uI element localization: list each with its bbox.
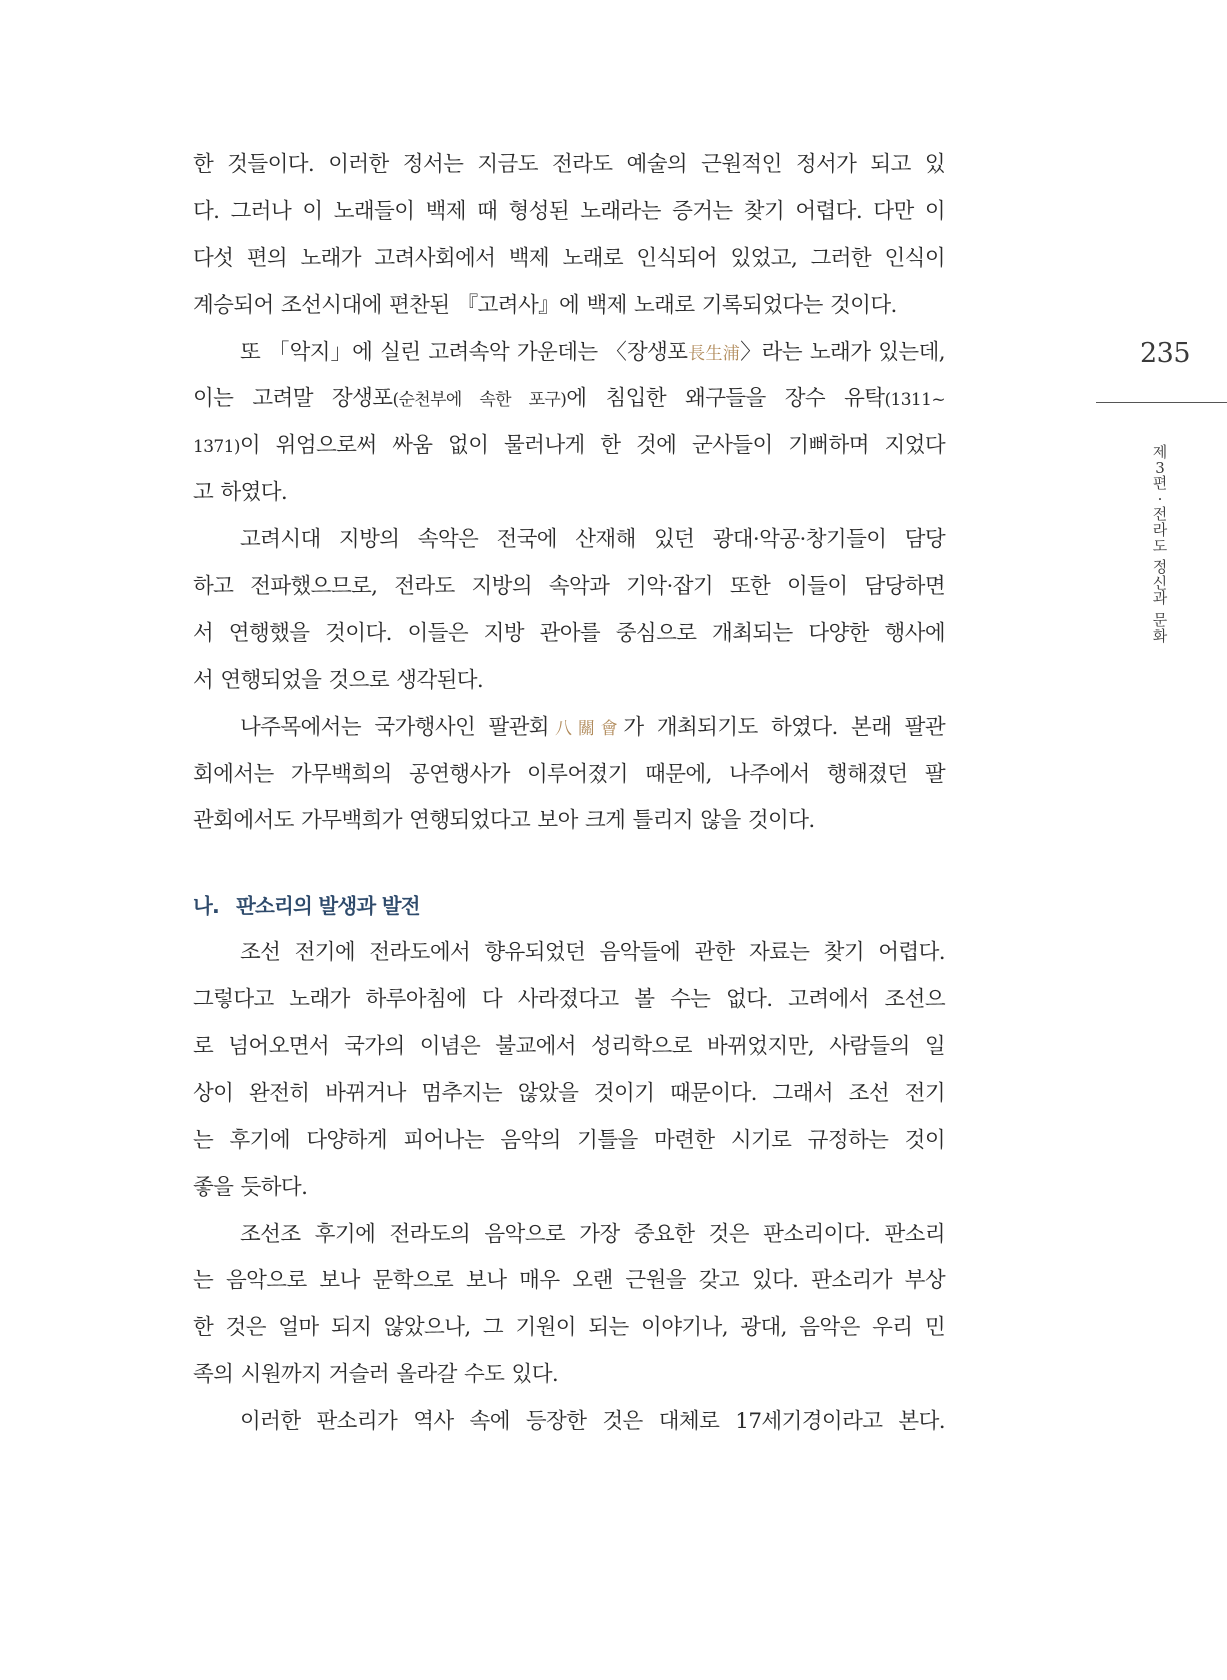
text-line: 한 것은 얼마 되지 않았으나, 그 기원이 되는 이야기나, 광대, 음악은 우리 민 xyxy=(193,1315,945,1341)
text-span: 이는 고려말 장생포 xyxy=(193,386,393,412)
text-span: 〉라는 노래가 있는데, xyxy=(740,339,945,365)
running-head-char: 정 xyxy=(1152,558,1168,577)
text-line: 계승되어 조선시대에 편찬된 『고려사』에 백제 노래로 기록되었다는 것이다. xyxy=(193,292,897,318)
text-line: 상이 완전히 바뀌거나 멈추지는 않았을 것이기 때문이다. 그래서 조선 전기 xyxy=(193,1080,945,1106)
text-line: 고 하였다. xyxy=(193,480,288,506)
text-line xyxy=(193,376,945,423)
page-number: 235 xyxy=(1140,338,1191,369)
text-line: 그렇다고 노래가 하루아침에 다 사라졌다고 볼 수는 없다. 고려에서 조선으 xyxy=(193,987,945,1013)
section-heading xyxy=(193,883,945,930)
text-line xyxy=(193,330,945,377)
text-line: 고려시대 지방의 속악은 전국에 산재해 있던 광대·악공·창기들이 담당 xyxy=(240,527,945,553)
text-line: 한 것들이다. 이러한 정서는 지금도 전라도 예술의 근원적인 정서가 되고 있 xyxy=(193,152,945,177)
text-span: 또 「악지」에 실린 고려속악 가운데는 〈장생포 xyxy=(240,339,688,365)
paragraph-2 xyxy=(193,330,945,518)
running-head-char: 과 xyxy=(1152,589,1168,608)
text-line: 이러한 판소리가 역사 속에 등장한 것은 대체로 17세기경이라고 본다. xyxy=(240,1409,945,1435)
text-span: 나주목에서는 국가행사인 팔관회 xyxy=(240,714,549,740)
running-head-char: 편 xyxy=(1152,474,1168,493)
running-head-char: 신 xyxy=(1152,573,1168,592)
paragraph-7 xyxy=(193,1399,945,1446)
text-line xyxy=(193,423,945,470)
paragraph-4 xyxy=(193,705,945,846)
parenthetical-note: (1311~ xyxy=(884,390,946,411)
text-line: 서 연행되었을 것으로 생각된다. xyxy=(193,667,484,693)
parenthetical-note: 1371) xyxy=(193,437,240,458)
hanja-annotation: 八關會 xyxy=(548,718,624,739)
text-line: 조선조 후기에 전라도의 음악으로 가장 중요한 것은 판소리이다. 판소리 xyxy=(240,1221,945,1247)
text-line: 관회에서도 가무백희가 연행되었다고 보아 크게 틀리지 않을 것이다. xyxy=(193,808,815,834)
running-head-char: 문 xyxy=(1152,610,1168,629)
text-line: 조선 전기에 전라도에서 향유되었던 음악들에 관한 자료는 찾기 어렵다. xyxy=(240,940,945,966)
paragraph-6 xyxy=(193,1212,945,1400)
body-text xyxy=(193,142,945,1446)
running-head-char: 3 xyxy=(1155,458,1165,477)
parenthetical-note: (순천부에 속한 포구) xyxy=(392,390,567,411)
text-line: 는 후기에 다양하게 피어나는 음악의 기틀을 마련한 시기로 규정하는 것이 xyxy=(193,1127,945,1153)
text-span: 이 위엄으로써 싸움 없이 물러나게 한 것에 군사들이 기뻐하며 지었다 xyxy=(239,433,945,459)
text-line: 로 넘어오면서 국가의 이념은 불교에서 성리학으로 바뀌었지만, 사람들의 일 xyxy=(193,1034,945,1060)
text-line xyxy=(193,705,945,752)
running-head-char: 라 xyxy=(1152,520,1168,539)
running-head-char: 도 xyxy=(1152,536,1168,555)
section-number: 나. xyxy=(193,894,219,919)
paragraph-3 xyxy=(193,517,945,705)
text-span: 가 개최되기도 하였다. 본래 팔관 xyxy=(623,714,945,740)
text-span: 에 침입한 왜구들을 장수 유탁 xyxy=(566,386,885,412)
running-head-char: · xyxy=(1157,489,1163,508)
text-line: 는 음악으로 보나 문학으로 보나 매우 오랜 근원을 갖고 있다. 판소리가 부상 xyxy=(193,1268,945,1294)
text-line: 서 연행했을 것이다. 이들은 지방 관아를 중심으로 개최되는 다양한 행사에 xyxy=(193,620,945,646)
text-line: 다섯 편의 노래가 고려사회에서 백제 노래로 인식되어 있었고, 그러한 인식이 xyxy=(193,245,945,271)
running-head-char: 제 xyxy=(1152,443,1168,461)
paragraph-1 xyxy=(193,142,945,330)
text-line: 하고 전파했으므로, 전라도 지방의 속악과 기악·잡기 또한 이들이 담당하면 xyxy=(193,574,945,600)
section-title: 판소리의 발생과 발전 xyxy=(236,894,420,919)
text-line: 족의 시원까지 거슬러 올라갈 수도 있다. xyxy=(193,1362,559,1388)
text-line: 좋을 듯하다. xyxy=(193,1174,308,1200)
running-head-char: 전 xyxy=(1152,505,1168,524)
running-head-char: 화 xyxy=(1152,626,1168,645)
paragraph-5 xyxy=(193,930,945,1211)
running-head-vertical xyxy=(1150,445,1170,644)
section-spacer xyxy=(193,845,945,883)
text-line: 다. 그러나 이 노래들이 백제 때 형성된 노래라는 증거는 찾기 어렵다. 다만 이 xyxy=(193,198,945,224)
text-line: 회에서는 가무백희의 공연행사가 이루어졌기 때문에, 나주에서 행해졌던 팔 xyxy=(193,761,945,787)
margin-rule xyxy=(1096,402,1227,403)
hanja-annotation: 長生浦 xyxy=(687,343,741,364)
